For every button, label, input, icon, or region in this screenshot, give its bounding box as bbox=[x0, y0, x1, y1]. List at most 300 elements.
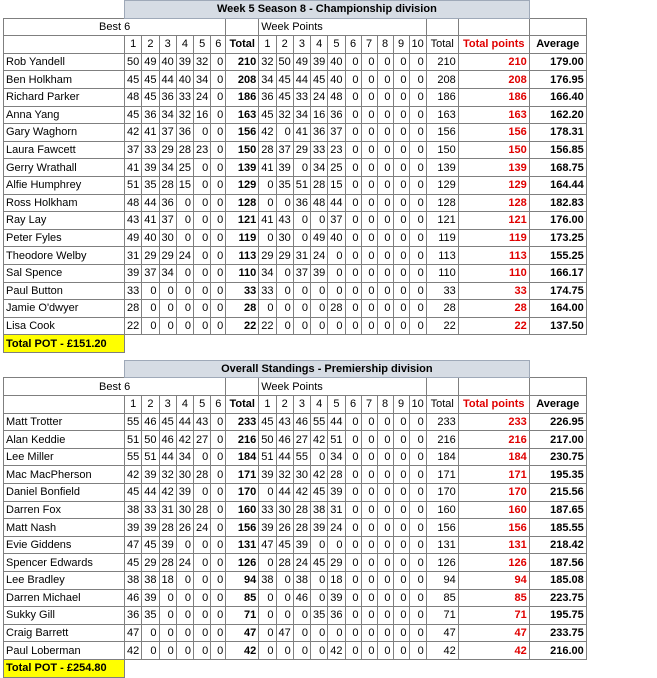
week-total[interactable]: 28 bbox=[426, 300, 458, 318]
best-score[interactable]: 39 bbox=[176, 484, 193, 502]
best-score[interactable]: 39 bbox=[142, 589, 159, 607]
best-score[interactable]: 37 bbox=[125, 141, 142, 159]
best-score[interactable]: 23 bbox=[194, 141, 211, 159]
best-score[interactable]: 45 bbox=[125, 106, 142, 124]
best-score[interactable]: 0 bbox=[211, 317, 226, 335]
week-score[interactable]: 33 bbox=[311, 141, 328, 159]
week-total[interactable]: 150 bbox=[426, 141, 458, 159]
week-total[interactable]: 156 bbox=[426, 124, 458, 142]
week-score[interactable]: 0 bbox=[259, 484, 276, 502]
week-score[interactable]: 0 bbox=[345, 431, 361, 449]
best-score[interactable]: 0 bbox=[194, 589, 211, 607]
average[interactable]: 176.00 bbox=[529, 212, 586, 230]
week-total[interactable]: 129 bbox=[426, 176, 458, 194]
week-score[interactable]: 50 bbox=[276, 53, 293, 71]
best-score[interactable]: 30 bbox=[176, 466, 193, 484]
average[interactable]: 137.50 bbox=[529, 317, 586, 335]
best6-total[interactable]: 210 bbox=[226, 53, 259, 71]
best-column-number[interactable]: 3 bbox=[159, 396, 176, 414]
week-score[interactable]: 0 bbox=[361, 572, 377, 590]
week-score[interactable]: 0 bbox=[377, 247, 393, 265]
week-total[interactable]: 33 bbox=[426, 282, 458, 300]
best6-total[interactable]: 128 bbox=[226, 194, 259, 212]
average[interactable]: 195.75 bbox=[529, 607, 586, 625]
average[interactable]: 166.40 bbox=[529, 88, 586, 106]
week-score[interactable]: 0 bbox=[345, 212, 361, 230]
best-score[interactable]: 55 bbox=[125, 413, 142, 431]
best-score[interactable]: 45 bbox=[125, 554, 142, 572]
week-total[interactable]: 94 bbox=[426, 572, 458, 590]
best-score[interactable]: 22 bbox=[125, 317, 142, 335]
best-score[interactable]: 0 bbox=[211, 106, 226, 124]
best-score[interactable]: 16 bbox=[194, 106, 211, 124]
best-score[interactable]: 42 bbox=[159, 484, 176, 502]
week-score[interactable]: 0 bbox=[259, 624, 276, 642]
best-column-number[interactable]: 4 bbox=[176, 396, 193, 414]
week-score[interactable]: 0 bbox=[345, 53, 361, 71]
header-cell[interactable] bbox=[4, 396, 125, 414]
week-score[interactable]: 0 bbox=[361, 624, 377, 642]
week-score[interactable]: 45 bbox=[276, 71, 293, 89]
header-cell[interactable] bbox=[529, 18, 586, 36]
average[interactable]: 155.25 bbox=[529, 247, 586, 265]
player-name[interactable]: Lisa Cook bbox=[4, 317, 125, 335]
player-name[interactable]: Alfie Humphrey bbox=[4, 176, 125, 194]
best-score[interactable]: 0 bbox=[176, 194, 193, 212]
week-score[interactable]: 0 bbox=[361, 124, 377, 142]
week-score[interactable]: 0 bbox=[259, 176, 276, 194]
week-score[interactable]: 28 bbox=[293, 519, 310, 537]
player-name[interactable]: Gary Waghorn bbox=[4, 124, 125, 142]
best-score[interactable]: 51 bbox=[125, 431, 142, 449]
week-score[interactable]: 0 bbox=[361, 282, 377, 300]
best-column-number[interactable]: 2 bbox=[142, 396, 159, 414]
week-score[interactable]: 0 bbox=[393, 317, 409, 335]
week-score[interactable]: 0 bbox=[328, 317, 345, 335]
week-score[interactable]: 0 bbox=[259, 300, 276, 318]
best-score[interactable]: 44 bbox=[159, 448, 176, 466]
best-column-number[interactable]: 5 bbox=[194, 396, 211, 414]
week-score[interactable]: 0 bbox=[276, 642, 293, 660]
week-score[interactable]: 0 bbox=[377, 176, 393, 194]
week-score[interactable]: 28 bbox=[328, 466, 345, 484]
best6-total[interactable]: 139 bbox=[226, 159, 259, 177]
average[interactable]: 226.95 bbox=[529, 413, 586, 431]
best6-total[interactable]: 184 bbox=[226, 448, 259, 466]
average-header[interactable]: Average bbox=[529, 396, 586, 414]
total-points[interactable]: 47 bbox=[458, 624, 529, 642]
week-score[interactable]: 31 bbox=[328, 501, 345, 519]
average[interactable]: 223.75 bbox=[529, 589, 586, 607]
week-score[interactable]: 41 bbox=[259, 159, 276, 177]
week-score[interactable]: 0 bbox=[361, 431, 377, 449]
week-score[interactable]: 23 bbox=[328, 141, 345, 159]
week-score[interactable]: 45 bbox=[311, 71, 328, 89]
week-score[interactable]: 0 bbox=[361, 642, 377, 660]
week-score[interactable]: 0 bbox=[328, 264, 345, 282]
best-score[interactable]: 37 bbox=[159, 212, 176, 230]
week-total[interactable]: 119 bbox=[426, 229, 458, 247]
week-score[interactable]: 38 bbox=[259, 572, 276, 590]
week-score[interactable]: 55 bbox=[311, 413, 328, 431]
week-score[interactable]: 0 bbox=[345, 247, 361, 265]
week-score[interactable]: 0 bbox=[361, 300, 377, 318]
week-score[interactable]: 0 bbox=[409, 264, 426, 282]
best-score[interactable]: 0 bbox=[194, 247, 211, 265]
best-score[interactable]: 41 bbox=[142, 212, 159, 230]
week-score[interactable]: 0 bbox=[393, 466, 409, 484]
player-name[interactable]: Lee Bradley bbox=[4, 572, 125, 590]
week-score[interactable]: 39 bbox=[328, 589, 345, 607]
week-score[interactable]: 0 bbox=[377, 554, 393, 572]
week-score[interactable]: 0 bbox=[361, 607, 377, 625]
week-score[interactable]: 0 bbox=[393, 589, 409, 607]
week-score[interactable]: 38 bbox=[293, 572, 310, 590]
average[interactable]: 182.83 bbox=[529, 194, 586, 212]
week-score[interactable]: 37 bbox=[328, 124, 345, 142]
best-score[interactable]: 40 bbox=[142, 229, 159, 247]
best-score[interactable]: 0 bbox=[194, 572, 211, 590]
best-score[interactable]: 0 bbox=[211, 264, 226, 282]
week-total[interactable]: 71 bbox=[426, 607, 458, 625]
week-score[interactable]: 0 bbox=[393, 71, 409, 89]
total-points[interactable]: 129 bbox=[458, 176, 529, 194]
total-points[interactable]: 156 bbox=[458, 519, 529, 537]
week-score[interactable]: 0 bbox=[361, 519, 377, 537]
total-points-header[interactable]: Total points bbox=[458, 36, 529, 54]
best-score[interactable]: 0 bbox=[159, 282, 176, 300]
week-total[interactable]: 22 bbox=[426, 317, 458, 335]
week-total[interactable]: 121 bbox=[426, 212, 458, 230]
player-name[interactable]: Matt Trotter bbox=[4, 413, 125, 431]
best-score[interactable]: 41 bbox=[142, 124, 159, 142]
week-score[interactable]: 0 bbox=[311, 212, 328, 230]
week-score[interactable]: 0 bbox=[345, 536, 361, 554]
week-score[interactable]: 0 bbox=[409, 88, 426, 106]
week-total[interactable]: 110 bbox=[426, 264, 458, 282]
week-score[interactable]: 39 bbox=[311, 53, 328, 71]
best-score[interactable]: 48 bbox=[125, 88, 142, 106]
week-score[interactable]: 0 bbox=[293, 212, 310, 230]
week-score[interactable]: 30 bbox=[293, 466, 310, 484]
week-score[interactable]: 44 bbox=[328, 413, 345, 431]
week-score[interactable]: 0 bbox=[393, 624, 409, 642]
week-score[interactable]: 46 bbox=[293, 589, 310, 607]
best-score[interactable]: 0 bbox=[194, 194, 211, 212]
week-score[interactable]: 0 bbox=[259, 229, 276, 247]
week-score[interactable]: 39 bbox=[259, 519, 276, 537]
week-score[interactable]: 0 bbox=[361, 554, 377, 572]
best-score[interactable]: 36 bbox=[125, 607, 142, 625]
championship-best6-header[interactable]: Best 6 bbox=[4, 18, 226, 36]
week-column-number[interactable]: 1 bbox=[259, 396, 276, 414]
week-score[interactable]: 43 bbox=[276, 413, 293, 431]
week-score[interactable]: 0 bbox=[361, 141, 377, 159]
best-score[interactable]: 0 bbox=[176, 624, 193, 642]
week-total[interactable]: 186 bbox=[426, 88, 458, 106]
best-score[interactable]: 33 bbox=[142, 501, 159, 519]
week-score[interactable]: 0 bbox=[345, 554, 361, 572]
total-points[interactable]: 131 bbox=[458, 536, 529, 554]
week-score[interactable]: 49 bbox=[293, 53, 310, 71]
week-score[interactable]: 0 bbox=[311, 642, 328, 660]
week-score[interactable]: 0 bbox=[345, 519, 361, 537]
total-points[interactable]: 184 bbox=[458, 448, 529, 466]
week-score[interactable]: 0 bbox=[377, 624, 393, 642]
average[interactable]: 187.65 bbox=[529, 501, 586, 519]
best-score[interactable]: 0 bbox=[211, 501, 226, 519]
header-cell[interactable] bbox=[226, 18, 259, 36]
week-score[interactable]: 37 bbox=[293, 264, 310, 282]
best6-total[interactable]: 42 bbox=[226, 642, 259, 660]
best-score[interactable]: 0 bbox=[211, 300, 226, 318]
week-score[interactable]: 0 bbox=[409, 194, 426, 212]
week-score[interactable]: 0 bbox=[393, 88, 409, 106]
week-score[interactable]: 0 bbox=[393, 141, 409, 159]
week-score[interactable]: 40 bbox=[328, 53, 345, 71]
week-score[interactable]: 45 bbox=[276, 536, 293, 554]
best-score[interactable]: 45 bbox=[159, 413, 176, 431]
week-column-number[interactable]: 4 bbox=[311, 36, 328, 54]
week-score[interactable]: 0 bbox=[393, 642, 409, 660]
best-score[interactable]: 0 bbox=[142, 624, 159, 642]
best6-total[interactable]: 171 bbox=[226, 466, 259, 484]
header-cell[interactable] bbox=[458, 18, 529, 36]
week-score[interactable]: 0 bbox=[409, 71, 426, 89]
best-score[interactable]: 15 bbox=[176, 176, 193, 194]
best6-total[interactable]: 156 bbox=[226, 124, 259, 142]
best-score[interactable]: 32 bbox=[159, 466, 176, 484]
week-column-number[interactable]: 10 bbox=[409, 396, 426, 414]
best-score[interactable]: 24 bbox=[176, 554, 193, 572]
week-score[interactable]: 0 bbox=[377, 501, 393, 519]
week-score[interactable]: 45 bbox=[259, 413, 276, 431]
week-column-number[interactable]: 5 bbox=[328, 396, 345, 414]
best-score[interactable]: 0 bbox=[211, 431, 226, 449]
week-score[interactable]: 0 bbox=[345, 501, 361, 519]
best-score[interactable]: 0 bbox=[176, 572, 193, 590]
best-score[interactable]: 43 bbox=[125, 212, 142, 230]
week-score[interactable]: 0 bbox=[377, 607, 393, 625]
week-score[interactable]: 44 bbox=[276, 448, 293, 466]
week-score[interactable]: 0 bbox=[393, 536, 409, 554]
best-score[interactable]: 0 bbox=[211, 536, 226, 554]
player-name[interactable]: Darren Michael bbox=[4, 589, 125, 607]
average[interactable]: 195.35 bbox=[529, 466, 586, 484]
week-score[interactable]: 29 bbox=[328, 554, 345, 572]
best-score[interactable]: 0 bbox=[211, 247, 226, 265]
week-column-number[interactable]: 2 bbox=[276, 396, 293, 414]
best-column-number[interactable]: 6 bbox=[211, 36, 226, 54]
week-score[interactable]: 0 bbox=[377, 642, 393, 660]
week-score[interactable]: 0 bbox=[259, 589, 276, 607]
total-points[interactable]: 121 bbox=[458, 212, 529, 230]
week-score[interactable]: 0 bbox=[377, 141, 393, 159]
week-score[interactable]: 0 bbox=[345, 642, 361, 660]
premiership-week-points-header[interactable]: Week Points bbox=[259, 378, 427, 396]
best-score[interactable]: 42 bbox=[125, 466, 142, 484]
best-score[interactable]: 45 bbox=[142, 88, 159, 106]
week-score[interactable]: 34 bbox=[311, 159, 328, 177]
average[interactable]: 216.00 bbox=[529, 642, 586, 660]
best-score[interactable]: 0 bbox=[194, 317, 211, 335]
best-score[interactable]: 39 bbox=[125, 519, 142, 537]
week-score[interactable]: 0 bbox=[409, 431, 426, 449]
player-name[interactable]: Sukky Gill bbox=[4, 607, 125, 625]
week-score[interactable]: 0 bbox=[345, 572, 361, 590]
premiership-total-pot[interactable]: Total POT - £254.80 bbox=[4, 659, 125, 677]
player-name[interactable]: Peter Fyles bbox=[4, 229, 125, 247]
player-name[interactable]: Jamie O'dwyer bbox=[4, 300, 125, 318]
average[interactable]: 185.55 bbox=[529, 519, 586, 537]
best-score[interactable]: 0 bbox=[194, 159, 211, 177]
week-score[interactable]: 0 bbox=[345, 300, 361, 318]
best-score[interactable]: 0 bbox=[211, 589, 226, 607]
best6-total[interactable]: 208 bbox=[226, 71, 259, 89]
best-score[interactable]: 51 bbox=[125, 176, 142, 194]
week-total[interactable]: 156 bbox=[426, 519, 458, 537]
best-score[interactable]: 0 bbox=[142, 300, 159, 318]
best-score[interactable]: 34 bbox=[176, 448, 193, 466]
week-score[interactable]: 32 bbox=[259, 53, 276, 71]
week-score[interactable]: 16 bbox=[311, 106, 328, 124]
championship-week-points-header[interactable]: Week Points bbox=[259, 18, 427, 36]
best-score[interactable]: 37 bbox=[159, 124, 176, 142]
best-score[interactable]: 0 bbox=[194, 607, 211, 625]
player-name[interactable]: Laura Fawcett bbox=[4, 141, 125, 159]
best-column-number[interactable]: 1 bbox=[125, 36, 142, 54]
total-points[interactable]: 150 bbox=[458, 141, 529, 159]
week-score[interactable]: 0 bbox=[393, 176, 409, 194]
total-points[interactable]: 210 bbox=[458, 53, 529, 71]
total-points[interactable]: 208 bbox=[458, 71, 529, 89]
week-score[interactable]: 36 bbox=[328, 607, 345, 625]
best-score[interactable]: 45 bbox=[142, 536, 159, 554]
best-score[interactable]: 44 bbox=[176, 413, 193, 431]
best6-total[interactable]: 129 bbox=[226, 176, 259, 194]
best-score[interactable]: 34 bbox=[159, 106, 176, 124]
week-column-number[interactable]: 3 bbox=[293, 36, 310, 54]
best-score[interactable]: 51 bbox=[142, 448, 159, 466]
best-score[interactable]: 0 bbox=[211, 413, 226, 431]
week-score[interactable]: 24 bbox=[328, 519, 345, 537]
best-score[interactable]: 24 bbox=[176, 247, 193, 265]
week-score[interactable]: 29 bbox=[276, 247, 293, 265]
best-score[interactable]: 0 bbox=[211, 53, 226, 71]
week-score[interactable]: 0 bbox=[409, 554, 426, 572]
week-score[interactable]: 0 bbox=[345, 106, 361, 124]
best-score[interactable]: 0 bbox=[194, 229, 211, 247]
player-name[interactable]: Lee Miller bbox=[4, 448, 125, 466]
week-score[interactable]: 28 bbox=[259, 141, 276, 159]
week-score[interactable]: 0 bbox=[409, 642, 426, 660]
best-score[interactable]: 28 bbox=[159, 519, 176, 537]
week-score[interactable]: 0 bbox=[276, 124, 293, 142]
best-score[interactable]: 24 bbox=[194, 519, 211, 537]
week-score[interactable]: 0 bbox=[311, 572, 328, 590]
week-column-number[interactable]: 5 bbox=[328, 36, 345, 54]
week-total[interactable]: 170 bbox=[426, 484, 458, 502]
week-score[interactable]: 0 bbox=[377, 264, 393, 282]
week-score[interactable]: 48 bbox=[311, 194, 328, 212]
week-score[interactable]: 0 bbox=[377, 159, 393, 177]
week-score[interactable]: 0 bbox=[393, 501, 409, 519]
best-score[interactable]: 45 bbox=[125, 71, 142, 89]
week-score[interactable]: 45 bbox=[311, 554, 328, 572]
best-score[interactable]: 39 bbox=[142, 159, 159, 177]
week-score[interactable]: 39 bbox=[328, 484, 345, 502]
week-column-number[interactable]: 3 bbox=[293, 396, 310, 414]
week-score[interactable]: 0 bbox=[361, 194, 377, 212]
average[interactable]: 173.25 bbox=[529, 229, 586, 247]
week-column-number[interactable]: 2 bbox=[276, 36, 293, 54]
week-score[interactable]: 0 bbox=[393, 519, 409, 537]
average[interactable]: 217.00 bbox=[529, 431, 586, 449]
week-score[interactable]: 0 bbox=[377, 88, 393, 106]
week-score[interactable]: 36 bbox=[293, 194, 310, 212]
week-score[interactable]: 0 bbox=[311, 317, 328, 335]
week-score[interactable]: 36 bbox=[259, 88, 276, 106]
best-score[interactable]: 44 bbox=[142, 194, 159, 212]
best-score[interactable]: 29 bbox=[142, 554, 159, 572]
premiership-best6-header[interactable]: Best 6 bbox=[4, 378, 226, 396]
premiership-title[interactable]: Overall Standings - Premiership division bbox=[125, 360, 530, 378]
week-score[interactable]: 31 bbox=[293, 247, 310, 265]
best-score[interactable]: 0 bbox=[211, 466, 226, 484]
week-score[interactable]: 0 bbox=[409, 589, 426, 607]
week-score[interactable]: 0 bbox=[361, 264, 377, 282]
week-score[interactable]: 0 bbox=[361, 212, 377, 230]
week-score[interactable]: 0 bbox=[361, 176, 377, 194]
week-score[interactable]: 0 bbox=[377, 466, 393, 484]
player-name[interactable]: Ross Holkham bbox=[4, 194, 125, 212]
week-score[interactable]: 42 bbox=[311, 466, 328, 484]
best6-total[interactable]: 119 bbox=[226, 229, 259, 247]
average[interactable]: 164.00 bbox=[529, 300, 586, 318]
week-score[interactable]: 0 bbox=[361, 53, 377, 71]
week-score[interactable]: 0 bbox=[393, 106, 409, 124]
total-points[interactable]: 119 bbox=[458, 229, 529, 247]
week-score[interactable]: 39 bbox=[259, 466, 276, 484]
week-score[interactable]: 46 bbox=[293, 413, 310, 431]
week-score[interactable]: 0 bbox=[293, 642, 310, 660]
week-score[interactable]: 0 bbox=[409, 282, 426, 300]
week-score[interactable]: 0 bbox=[361, 71, 377, 89]
week-score[interactable]: 0 bbox=[293, 300, 310, 318]
week-score[interactable]: 0 bbox=[293, 607, 310, 625]
total-points[interactable]: 160 bbox=[458, 501, 529, 519]
week-score[interactable]: 0 bbox=[311, 536, 328, 554]
week-column-number[interactable]: 6 bbox=[345, 36, 361, 54]
best-score[interactable]: 0 bbox=[176, 212, 193, 230]
best-score[interactable]: 36 bbox=[176, 124, 193, 142]
week-score[interactable]: 44 bbox=[293, 71, 310, 89]
total-header[interactable]: Total bbox=[226, 396, 259, 414]
week-score[interactable]: 0 bbox=[361, 88, 377, 106]
week-score[interactable]: 42 bbox=[293, 484, 310, 502]
week-score[interactable]: 28 bbox=[276, 554, 293, 572]
header-cell[interactable] bbox=[426, 18, 458, 36]
best-score[interactable]: 46 bbox=[159, 431, 176, 449]
best-score[interactable]: 39 bbox=[142, 466, 159, 484]
week-score[interactable]: 46 bbox=[276, 431, 293, 449]
best-score[interactable]: 29 bbox=[159, 141, 176, 159]
week-total[interactable]: 131 bbox=[426, 536, 458, 554]
week-score[interactable]: 41 bbox=[293, 124, 310, 142]
best6-total[interactable]: 233 bbox=[226, 413, 259, 431]
week-total[interactable]: 160 bbox=[426, 501, 458, 519]
best-score[interactable]: 36 bbox=[159, 194, 176, 212]
